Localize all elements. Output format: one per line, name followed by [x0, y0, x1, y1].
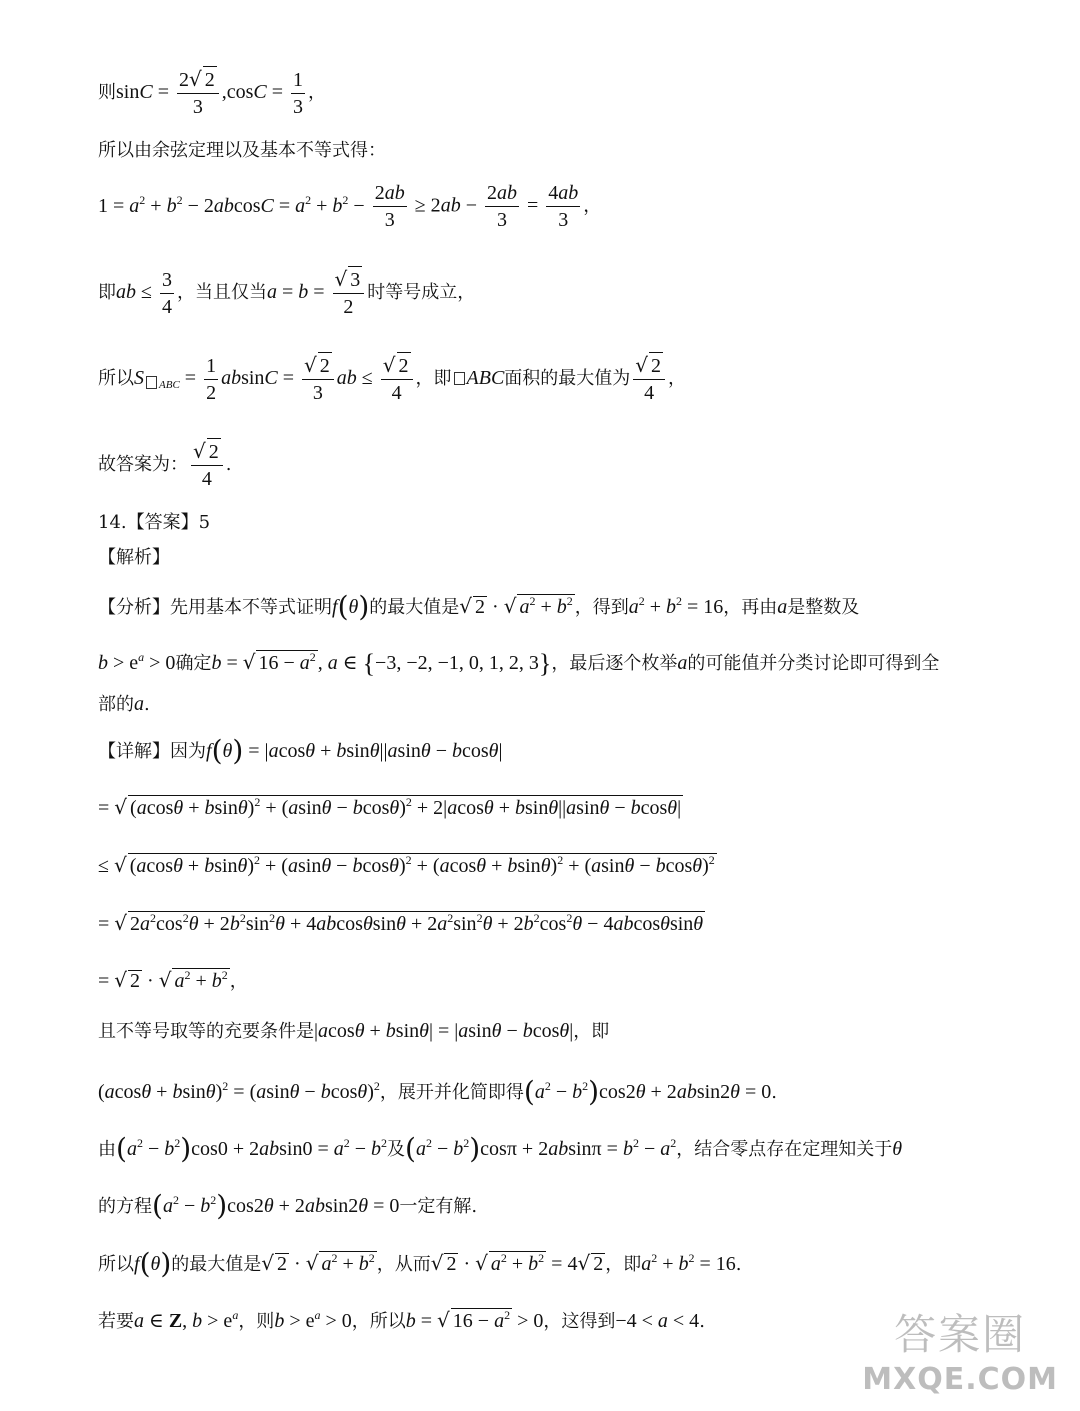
line-analysis-3: 部的a.	[98, 693, 150, 715]
text: 【分析】先用基本不等式证明	[98, 597, 332, 618]
text: 所以	[98, 368, 134, 389]
line-ab-bound: 即ab ≤ $\frac{3}{4}$ ，当且仅当a = b = $\frac{√ 3}{2}$ 时等号成立，	[98, 267, 476, 318]
fraction: $\frac{3}{4}$	[161, 268, 172, 318]
fraction: $\frac{2ab}{3}$	[486, 182, 517, 231]
fraction: $\frac{2√ 2}{3}$	[177, 66, 219, 120]
text: 的最大值是	[369, 597, 460, 618]
question-14-answer	[98, 514, 210, 532]
text: ，得到	[574, 597, 629, 618]
text: ，即	[415, 368, 452, 389]
text: ，当且仅当	[176, 282, 267, 303]
line-analysis: 【分析】先用基本不等式证明f(θ)的最大值是√ 2 · √ $a^2 + b^2$ ，得到$a^2 + b^2 = 16$，再由a是整数及	[98, 590, 860, 623]
text: ，所以	[351, 1311, 406, 1332]
text: 部的	[98, 694, 134, 715]
line-zero-point: 由$(a^2 - b^2)\cos 0 + 2absin0 = a^2 - b^2$及$(a^2 - b^2)\cos\pi + 2absin\pi = b^2 - a^2$，结合零点存在定理知关于θ	[98, 1132, 903, 1165]
equation-law-of-cosines: $1 = a^2 + b^2 - 2abcosC = a^2 + b^2$ − $\frac{2ab}{3}$ ≥ 2ab − $\frac{2ab}{3}$ = $\frac{4ab}{3}$ ，	[98, 182, 602, 231]
watermark-logo	[862, 1302, 1058, 1397]
text: 14.【答案】5	[98, 512, 211, 533]
fraction: $\frac{√ 2}{4}$	[633, 352, 665, 406]
line-range-a: 若要a ∈ Z, $b > e^a$，则$b > e^a > 0$，所以b = √ $16 - a^2 > 0$，这得到−4 < a < 4.	[98, 1308, 705, 1332]
fraction: $\frac{√ 2}{4}$	[191, 438, 223, 492]
section-jiexi	[98, 549, 170, 567]
text: 所以由余弦定理以及基本不等式得：	[98, 140, 386, 161]
text: 是整数及	[787, 597, 860, 618]
text: 确定	[175, 653, 212, 674]
line-expand: $(acos\theta + bsin\theta)^2 = (asin\theta - bcos\theta)^2$，展开并化简即得$(a^2 - b^2)\cos 2\theta + 2absin2\theta = 0$.	[98, 1075, 777, 1108]
text: 所以	[98, 1254, 134, 1275]
text: ，从而	[376, 1254, 431, 1275]
equation-step-4: = √ 2 · √ $a^2 + b^2$ ，	[98, 968, 248, 992]
text: 面积的最大值为	[504, 368, 631, 389]
text: 一定有解.	[399, 1196, 478, 1217]
text: ，则	[238, 1311, 275, 1332]
fraction: $\frac{1}{2}$	[206, 354, 217, 404]
text: ，最后逐个枚举	[551, 653, 678, 674]
text: 若要	[98, 1311, 134, 1332]
line-sinC-cosC: 则sinC = $\frac{2√ 2}{3}$ ,cosC = $\frac{1}{3}$ ，	[98, 67, 327, 118]
text: ，结合零点存在定理知关于	[676, 1139, 893, 1160]
watermark-url: MXQE.COM	[862, 1362, 1058, 1397]
line-equality-condition: 且不等号取等的充要条件是|acosθ + bsinθ| = |asinθ − bcosθ|，即	[98, 1020, 610, 1042]
fraction: $\frac{√ 2}{4}$	[381, 352, 413, 406]
text: 故答案为：	[98, 454, 188, 475]
text: ，展开并化简即得	[379, 1082, 524, 1103]
fraction: $\frac{√ 3}{2}$	[333, 266, 365, 320]
text: 的方程	[98, 1196, 152, 1217]
line-detail-start: 【详解】因为f(θ) = |acosθ + bsinθ||asinθ − bcosθ|	[98, 734, 503, 767]
equation-step-1: = √ $(acos\theta + bsin\theta)^2 + (asin\theta - bcos\theta)^2 + 2|acos\theta + bsin\theta||asin\theta - bcos\theta|$	[98, 795, 682, 819]
text: 【详解】因为	[98, 741, 206, 762]
line-max-value: 所以f(θ)的最大值是√ 2 · √ $a^2 + b^2$ ，从而√ 2 · √ $a^2 + b^2 = 4√$ 2 ，即$a^2 + b^2 = 16$.	[98, 1247, 742, 1280]
equation-step-3: = √ $2a^2\cos^2\theta + 2b^2\sin^2\theta + 4abcos\theta\sin\theta + 2a^2\sin^2\theta + 2b^2\cos^2\theta - 4abcos\theta\sin\theta$	[98, 911, 704, 935]
text: ，即	[573, 1021, 610, 1042]
fraction: $\frac{4ab}{3}$	[548, 182, 579, 231]
text: 即	[98, 282, 116, 303]
text: ，这得到	[543, 1311, 616, 1332]
equation-step-2: ≤ √ $(acos\theta + bsin\theta)^2 + (asin\theta - bcos\theta)^2 + (acos\theta + bsin\theta)^2 + (asin\theta - bcos\theta)^2$	[98, 853, 715, 877]
text: 的可能值并分类讨论即可得到全	[687, 653, 940, 674]
text: 且不等号取等的充要条件是	[98, 1021, 314, 1042]
text: ，再由	[723, 597, 778, 618]
line-prefix: 则	[98, 82, 116, 103]
text: 及	[387, 1139, 406, 1160]
text: 的最大值是	[171, 1254, 262, 1275]
line-analysis-2: $b > e^a > 0$确定b = √ $16 - a^2$ , a ∈ {−3, −2, −1, 0, 1, 2, 3}，最后逐个枚举a的可能值并分类讨论即可得到全	[98, 649, 940, 678]
fraction: $\frac{√ 2}{3}$	[302, 352, 334, 406]
line-area: 所以S $_{ABC}$ = $\frac{1}{2}$ absinC = $\frac{√ 2}{3}$ ab ≤ $\frac{√ 2}{4}$ ，即 ABC面积的最大值为 $\frac{√ 2}{4}$ ，	[98, 353, 687, 404]
text-line	[98, 142, 386, 160]
fraction: $\frac{1}{3}$	[293, 68, 304, 118]
line-answer: 故答案为： $\frac{√ 2}{4}$ .	[98, 439, 232, 490]
text: 由	[98, 1139, 116, 1160]
watermark-text: 答案圈	[894, 1310, 1027, 1359]
text: 【解析】	[98, 547, 170, 568]
fraction: $\frac{2ab}{3}$	[374, 182, 405, 231]
line-equation-has-solution: 的方程$(a^2 - b^2)\cos 2\theta + 2absin2\theta = 0$一定有解.	[98, 1189, 478, 1222]
text: ，即	[605, 1254, 642, 1275]
text: 时等号成立，	[367, 282, 476, 303]
